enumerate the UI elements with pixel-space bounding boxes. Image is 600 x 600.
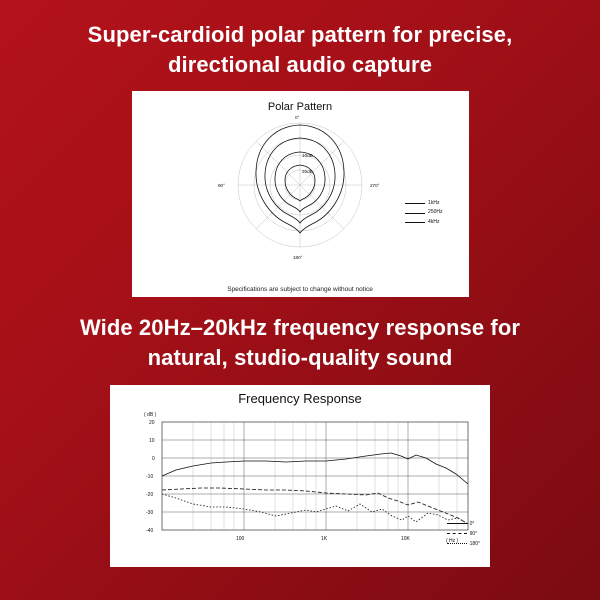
legend-line-icon (447, 523, 467, 524)
freq-legend-item (447, 529, 480, 539)
polar-footnote: Specifications are subject to change without notice (227, 286, 373, 294)
freq-ytick-0: 0 (152, 455, 155, 462)
legend-line-icon (405, 203, 425, 204)
freq-ytick-20: 20 (149, 419, 155, 426)
freq-y-unit: ( dB ) (144, 411, 157, 418)
polar-chart-svg (140, 113, 461, 263)
freq-ytick-neg40: -40 (146, 527, 154, 534)
legend-line-icon (405, 213, 425, 214)
freq-legend-label: 180° (469, 540, 480, 547)
freq-xtick-10k: 10K (401, 535, 410, 542)
polar-ring-label-20db: 20dB (301, 169, 313, 175)
polar-legend-item (405, 218, 442, 228)
legend-line-icon (405, 222, 425, 223)
freq-legend-item (447, 539, 480, 549)
freq-ytick-neg30: -30 (146, 509, 154, 516)
headline-frequency-response: Wide 20Hz–20kHz frequency response for natural, studio-quality sound (79, 315, 521, 371)
freq-legend (447, 519, 480, 549)
freq-ytick-neg10: -10 (146, 473, 154, 480)
polar-legend-item (405, 208, 442, 218)
freq-chart-svg (116, 406, 484, 546)
legend-dash-icon (447, 533, 467, 534)
polar-legend-label: 250Hz (428, 209, 443, 216)
polar-legend-item (405, 199, 442, 209)
polar-angle-label-0: 0° (294, 115, 299, 121)
freq-legend-label: 0° (469, 520, 475, 527)
polar-legend (405, 199, 442, 228)
polar-legend-label: 4kHz (428, 218, 440, 225)
polar-legend-label: 1kHz (428, 199, 440, 206)
freq-xtick-100: 100 (236, 535, 245, 542)
legend-dot-icon (447, 543, 467, 544)
polar-ring-label-10db: 10dB (301, 153, 313, 159)
headline-polar-pattern: Super-cardioid polar pattern for precise, directional audio capture (87, 22, 513, 77)
freq-chart-title: Frequency Response (238, 390, 362, 406)
polar-chart-title: Polar Pattern (267, 101, 333, 114)
polar-chart (140, 113, 461, 263)
freq-ytick-10: 10 (149, 437, 155, 444)
freq-x-unit: ( Hz ) (446, 537, 459, 544)
frequency-response-card (110, 385, 490, 567)
polar-angle-label-90: 90° (217, 183, 225, 189)
polar-angle-label-180: 180° (292, 255, 303, 261)
freq-xtick-1k: 1K (321, 535, 328, 542)
freq-legend-label: 90° (469, 530, 478, 537)
polar-angle-label-270: 270° (369, 183, 380, 189)
freq-ytick-neg20: -20 (146, 491, 154, 498)
polar-pattern-card (132, 91, 469, 297)
freq-legend-item (447, 519, 480, 529)
